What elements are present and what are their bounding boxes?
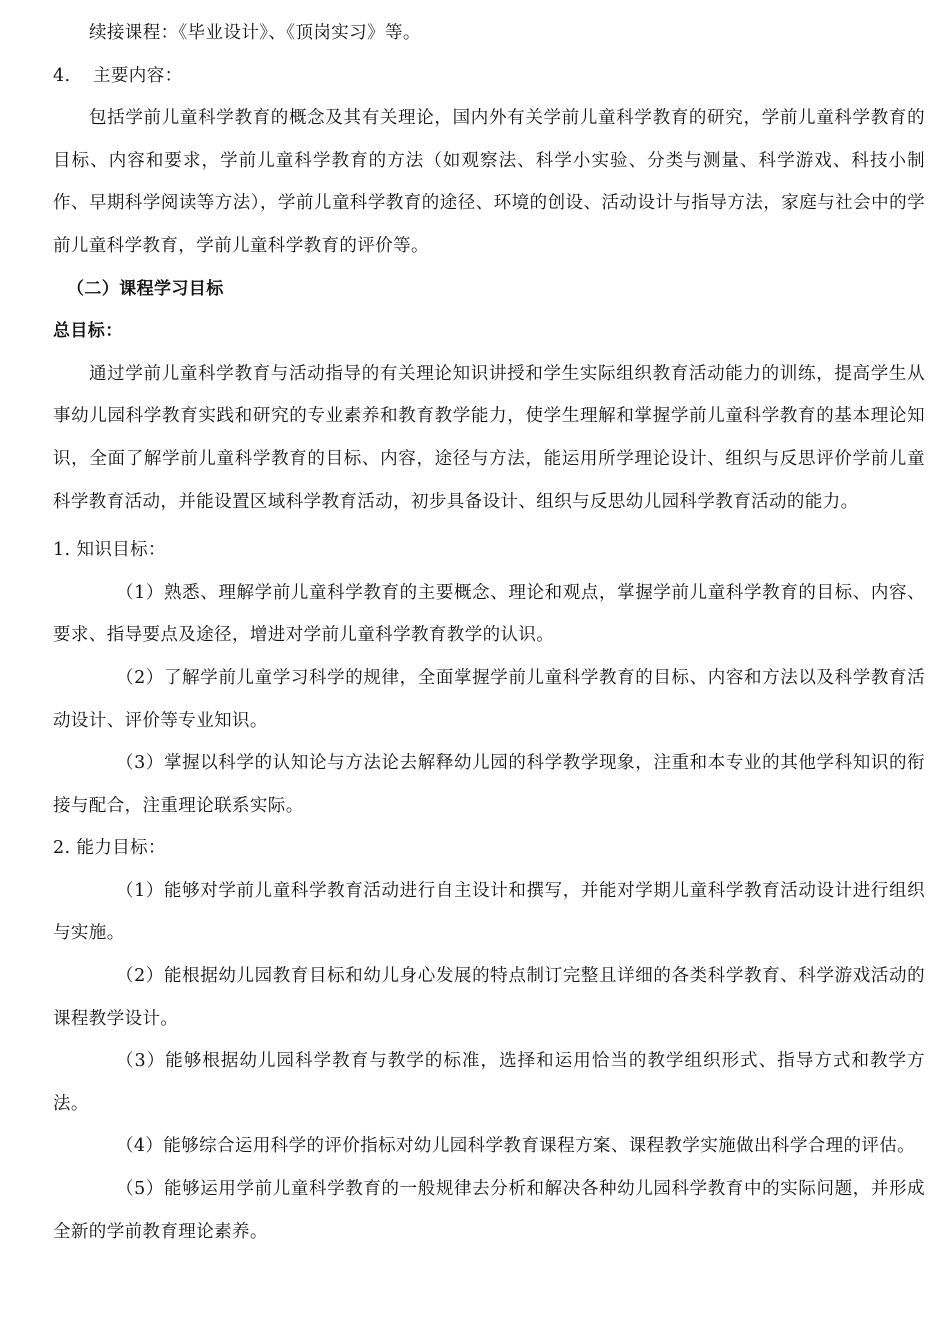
main-content-heading: [53, 55, 925, 98]
main-content-paragraph: 包括学前儿童科学教育的概念及其有关理论，国内外有关学前儿童科学教育的研究，学前儿童科学教育的目标、内容和要求，学前儿童科学教育的方法（如观察法、科学小实验、分类与测量、科学游戏、科技小制作、早期科学阅读等方法），学前儿童科学教育的途径、环境的创设、活动设计与指导方法，家庭与社会中的学前儿童科学教育，学前儿童科学教育的评价等。: [53, 108, 925, 256]
overall-goal-paragraph: 通过学前儿童科学教育与活动指导的有关理论知识讲授和学生实际组织教育活动能力的训练，提高学生从事幼儿园科学教育实践和研究的专业素养和教育教学能力，使学生理解和掌握学前儿童科学教育的基本理论知识，全面了解学前儿童科学教育的目标、内容，途径与方法，能运用所学理论设计、组织与反思评价学前儿童科学教育活动，并能设置区域科学教育活动，初步具备设计、组织与反思幼儿园科学教育活动的能力。: [53, 363, 925, 512]
section-heading-learning-goals: （二）课程学习目标: [67, 278, 224, 299]
knowledge-goal-1: （1）熟悉、理解学前儿童科学教育的主要概念、理论和观点，掌握学前儿童科学教育的目标、内容、要求、指导要点及途径，增进对学前儿童科学教育教学的认识。: [53, 582, 925, 646]
ability-goal-4: （4）能够综合运用科学的评价指标对幼儿园科学教育课程方案、课程教学实施做出科学合理的评估。: [116, 1136, 916, 1157]
overall-goal-heading: 总目标：: [53, 321, 123, 342]
main-content-number: 4.: [53, 65, 71, 86]
ability-goal-5: （5）能够运用学前儿童科学教育的一般规律去分析和解决各种幼儿园科学教育中的实际问题，并形成全新的学前教育理论素养。: [53, 1179, 925, 1242]
knowledge-goal-2: （2）了解学前儿童学习科学的规律，全面掌握学前儿童科学教育的目标、内容和方法以及科学教育活动设计、评价等专业知识。: [53, 667, 925, 731]
ability-goal-2: （2）能根据幼儿园教育目标和幼儿身心发展的特点制订完整且详细的各类科学教育、科学游戏活动的课程教学设计。: [53, 966, 925, 1029]
ability-goal-1: （1）能够对学前儿童科学教育活动进行自主设计和撰写，并能对学期儿童科学教育活动设计进行组织与实施。: [53, 880, 925, 944]
document-page: [53, 12, 925, 1253]
ability-goals-heading: 2. 能力目标：: [53, 838, 166, 859]
follow-up-courses: 续接课程：《毕业设计》、《顶岗实习》等。: [89, 23, 421, 43]
knowledge-goal-3: （3）掌握以科学的认知论与方法论去解释幼儿园的科学教学现象，注重和本专业的其他学科知识的衔接与配合，注重理论联系实际。: [53, 753, 925, 816]
knowledge-goals-heading: 1. 知识目标：: [53, 540, 166, 561]
ability-goal-3: （3）能够根据幼儿园科学教育与教学的标准，选择和运用恰当的教学组织形式、指导方式和教学方法。: [53, 1051, 925, 1114]
main-content-label: 主要内容：: [93, 65, 183, 86]
